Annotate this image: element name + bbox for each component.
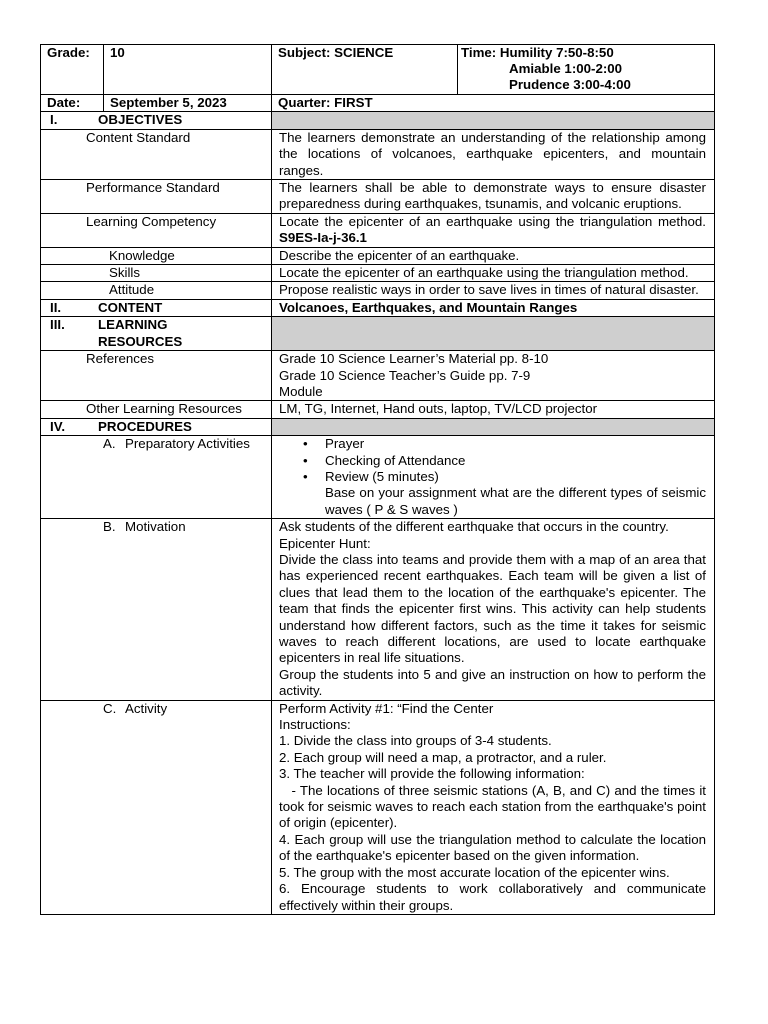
preparatory-row: [41, 436, 715, 519]
activity-line: 2. Each group will need a map, a protractor, and a ruler.: [279, 749, 607, 765]
preparatory-list: [279, 436, 706, 485]
reference-item: Module: [279, 383, 323, 399]
preparatory-label: [41, 436, 272, 519]
list-item: • Review (5 minutes): [325, 469, 706, 485]
header-row: [41, 45, 715, 95]
resources-num: III.: [50, 317, 65, 333]
references-list: [272, 351, 715, 401]
preparatory-content: [272, 436, 715, 519]
activity-content: [272, 700, 715, 914]
grade-label: Grade:: [41, 45, 104, 95]
activity-line: 4. Each group will use the triangulation method to calculate the location of the earthquake's epicenter based on the given information.: [279, 831, 706, 864]
objectives-shaded-cell: [272, 112, 715, 129]
subject: Subject: SCIENCE: [272, 45, 458, 95]
activity-label: [41, 700, 272, 914]
quarter: Quarter: FIRST: [272, 95, 715, 112]
activity-label-text: Activity: [125, 700, 168, 716]
resources-title-line-2: RESOURCES: [98, 333, 183, 349]
objectives-title: OBJECTIVES: [98, 112, 183, 128]
content-num: II.: [50, 299, 62, 315]
references-row: [41, 351, 715, 401]
motivation-label-text: Motivation: [125, 519, 186, 535]
motivation-label: [41, 519, 272, 700]
reference-item: Grade 10 Science Teacher’s Guide pp. 7-9: [279, 367, 531, 383]
content-row: [41, 299, 715, 316]
content-standard-label: Content Standard: [41, 129, 272, 179]
content-standard-text: The learners demonstrate an understanding of the relationship among the locations of volcanoes, earthquake epicenters, and mountain ranges.: [272, 129, 715, 179]
other-resources-text: LM, TG, Internet, Hand outs, laptop, TV/LCD projector: [272, 401, 715, 418]
time-line-2: Amiable 1:00-2:00: [509, 61, 623, 76]
preparatory-letter: A.: [103, 436, 116, 452]
knowledge-text: Describe the epicenter of an earthquake.: [272, 247, 715, 264]
other-resources-row: [41, 401, 715, 418]
activity-line: Perform Activity #1: “Find the Center: [279, 700, 494, 716]
lesson-plan-table: [40, 44, 715, 915]
attitude-label: Attitude: [41, 282, 272, 299]
performance-standard-row: [41, 180, 715, 214]
activity-line: Instructions:: [279, 717, 351, 733]
preparatory-label-text: Preparatory Activities: [125, 436, 250, 452]
procedures-title: PROCEDURES: [98, 418, 192, 434]
attitude-text: Propose realistic ways in order to save lives in times of natural disaster.: [272, 282, 715, 299]
activity-line: 3. The teacher will provide the following information:: [279, 766, 585, 782]
resources-title-line-1: LEARNING: [98, 317, 168, 333]
grade-value: 10: [104, 45, 272, 95]
references-label: References: [41, 351, 272, 401]
activity-line: 6. Encourage students to work collaboratively and communicate effectively within their groups.: [279, 881, 706, 913]
date-value: September 5, 2023: [104, 95, 272, 112]
learning-competency-row: [41, 213, 715, 247]
activity-line: 1. Divide the class into groups of 3-4 students.: [279, 733, 552, 749]
learning-competency-text: Locate the epicenter of an earthquake using the triangulation method.: [279, 213, 706, 229]
motivation-letter: B.: [103, 519, 116, 535]
content-standard-row: [41, 129, 715, 179]
performance-standard-text: The learners shall be able to demonstrate ways to ensure disaster preparedness during earthquakes, tsunamis, and volcanic eruptions.: [272, 180, 715, 214]
procedures-num: IV.: [50, 418, 66, 434]
attitude-row: [41, 282, 715, 299]
objectives-num: I.: [50, 112, 58, 128]
motivation-line: Divide the class into teams and provide them with a map of an area that has experienced recent earthquakes. Each team will be given a list of clues that lead them to the location of the earthquake's epicenter. The team that finds the epicenter first wins. This activity can help students understand how different factors, such as the time it takes for seismic waves to reach different locations, are used to locate earthquake epicenters in real life situations.: [279, 551, 706, 666]
resources-heading-row: [41, 317, 715, 351]
motivation-line: Group the students into 5 and give an instruction on how to perform the activity.: [279, 666, 706, 699]
list-item: • Checking of Attendance: [325, 453, 706, 469]
motivation-row: [41, 519, 715, 700]
content-title: CONTENT: [98, 299, 163, 315]
time-line-1: Time: Humility 7:50-8:50: [461, 45, 614, 60]
reference-item: Grade 10 Science Learner’s Material pp. 8-10: [279, 351, 549, 367]
other-resources-label: Other Learning Resources: [41, 401, 272, 418]
knowledge-label: Knowledge: [41, 247, 272, 264]
skills-row: [41, 265, 715, 282]
skills-text: Locate the epicenter of an earthquake using the triangulation method.: [272, 265, 715, 282]
objectives-heading-row: [41, 112, 715, 129]
resources-title: [98, 317, 182, 350]
date-row: [41, 95, 715, 112]
learning-competency-label: Learning Competency: [41, 213, 272, 247]
content-value: Volcanoes, Earthquakes, and Mountain Ranges: [272, 299, 715, 316]
date-label: Date:: [41, 95, 104, 112]
motivation-content: [272, 519, 715, 700]
activity-row: [41, 700, 715, 914]
motivation-line: Epicenter Hunt:: [279, 535, 371, 551]
activity-line: 5. The group with the most accurate location of the epicenter wins.: [279, 864, 670, 880]
skills-label: Skills: [41, 265, 272, 282]
time-line-3: Prudence 3:00-4:00: [509, 77, 631, 92]
resources-shaded-cell: [272, 317, 715, 351]
procedures-shaded-cell: [272, 418, 715, 435]
activity-line: - The locations of three seismic stations (A, B, and C) and the times it took for seismic waves to reach each station from the earthquake's point of origin (epicenter).: [279, 782, 710, 831]
activity-letter: C.: [103, 700, 117, 716]
knowledge-row: [41, 247, 715, 264]
procedures-heading-row: [41, 418, 715, 435]
list-item: • Prayer: [325, 436, 706, 452]
time-schedule: [458, 45, 715, 95]
motivation-line: Ask students of the different earthquake that occurs in the country.: [279, 519, 669, 535]
learning-competency-code: S9ES-Ia-j-36.1: [279, 230, 367, 246]
performance-standard-label: Performance Standard: [41, 180, 272, 214]
learning-competency-cell: [272, 213, 715, 247]
review-note: Base on your assignment what are the different types of seismic waves ( P & S waves ): [325, 485, 706, 517]
